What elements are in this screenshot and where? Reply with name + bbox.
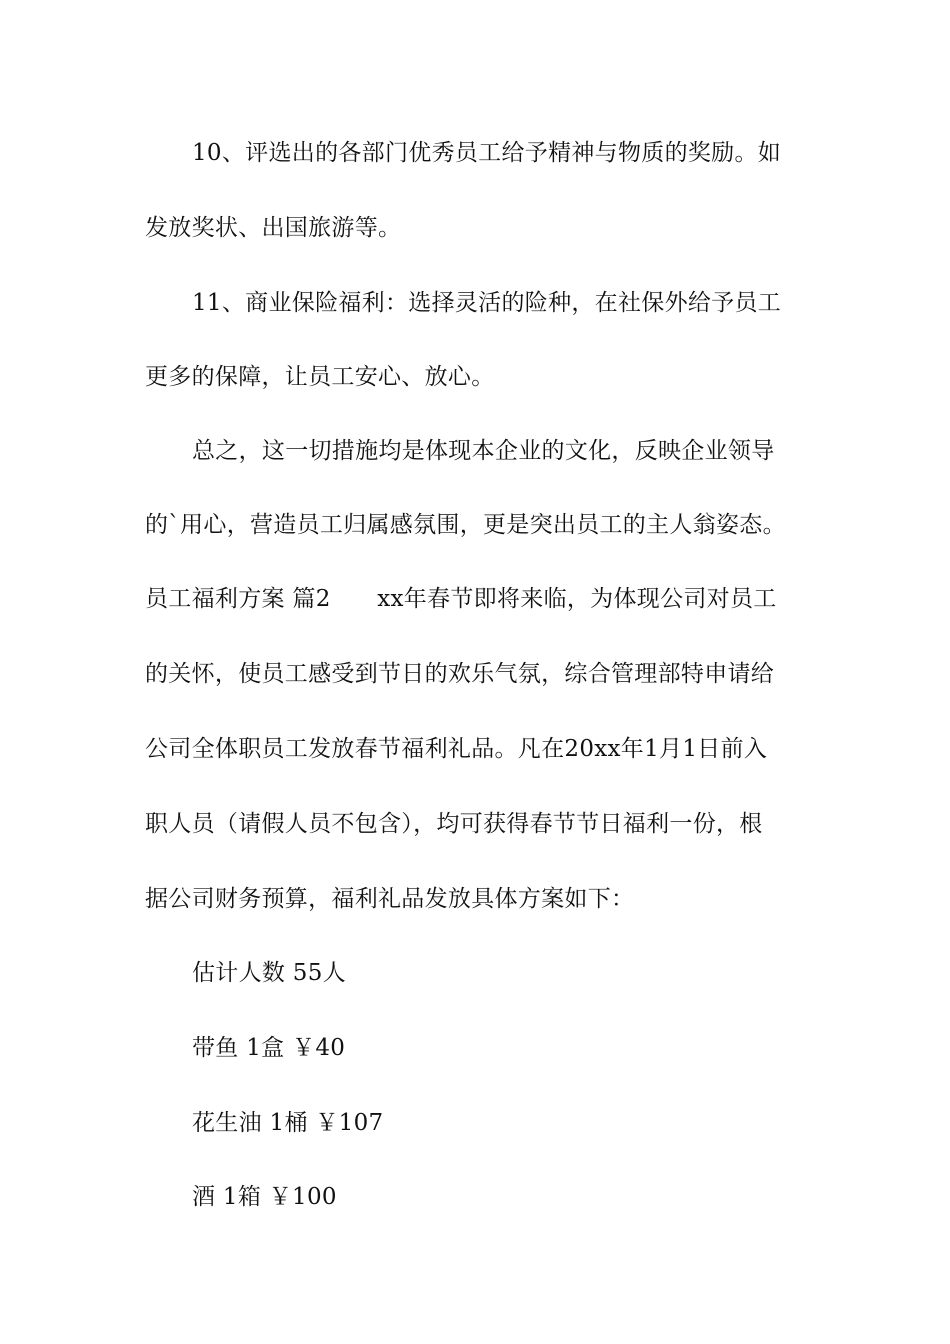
list-item: 估计人数 55人 (192, 960, 346, 986)
paragraph-line: 10、评选出的各部门优秀员工给予精神与物质的奖励。如 (192, 140, 782, 166)
paragraph-line: 更多的保障，让员工安心、放心。 (145, 364, 495, 390)
paragraph-line: 发放奖状、出国旅游等。 (145, 215, 402, 241)
list-item: 酒 1箱 ￥100 (192, 1184, 337, 1210)
paragraph-line: 的`用心，营造员工归属感氛围，更是突出员工的主人翁姿态。 (145, 512, 786, 538)
paragraph-line: 职人员（请假人员不包含），均可获得春节节日福利一份，根 (145, 811, 763, 837)
paragraph-line: 11、商业保险福利：选择灵活的险种，在社保外给予员工 (192, 290, 782, 316)
paragraph-line: 公司全体职员工发放春节福利礼品。凡在20xx年1月1日前入 (145, 736, 768, 762)
paragraph-line: 的关怀，使员工感受到节日的欢乐气氛，综合管理部特申请给 (145, 661, 775, 687)
paragraph-line: 据公司财务预算，福利礼品发放具体方案如下： (145, 886, 635, 912)
list-item: 带鱼 1盒 ￥40 (192, 1035, 346, 1061)
list-item: 花生油 1桶 ￥107 (192, 1110, 384, 1136)
section-heading-line: 员工福利方案 篇2 xx年春节即将来临，为体现公司对员工 (145, 586, 777, 612)
paragraph-line: 总之，这一切措施均是体现本企业的文化，反映企业领导 (192, 438, 775, 464)
